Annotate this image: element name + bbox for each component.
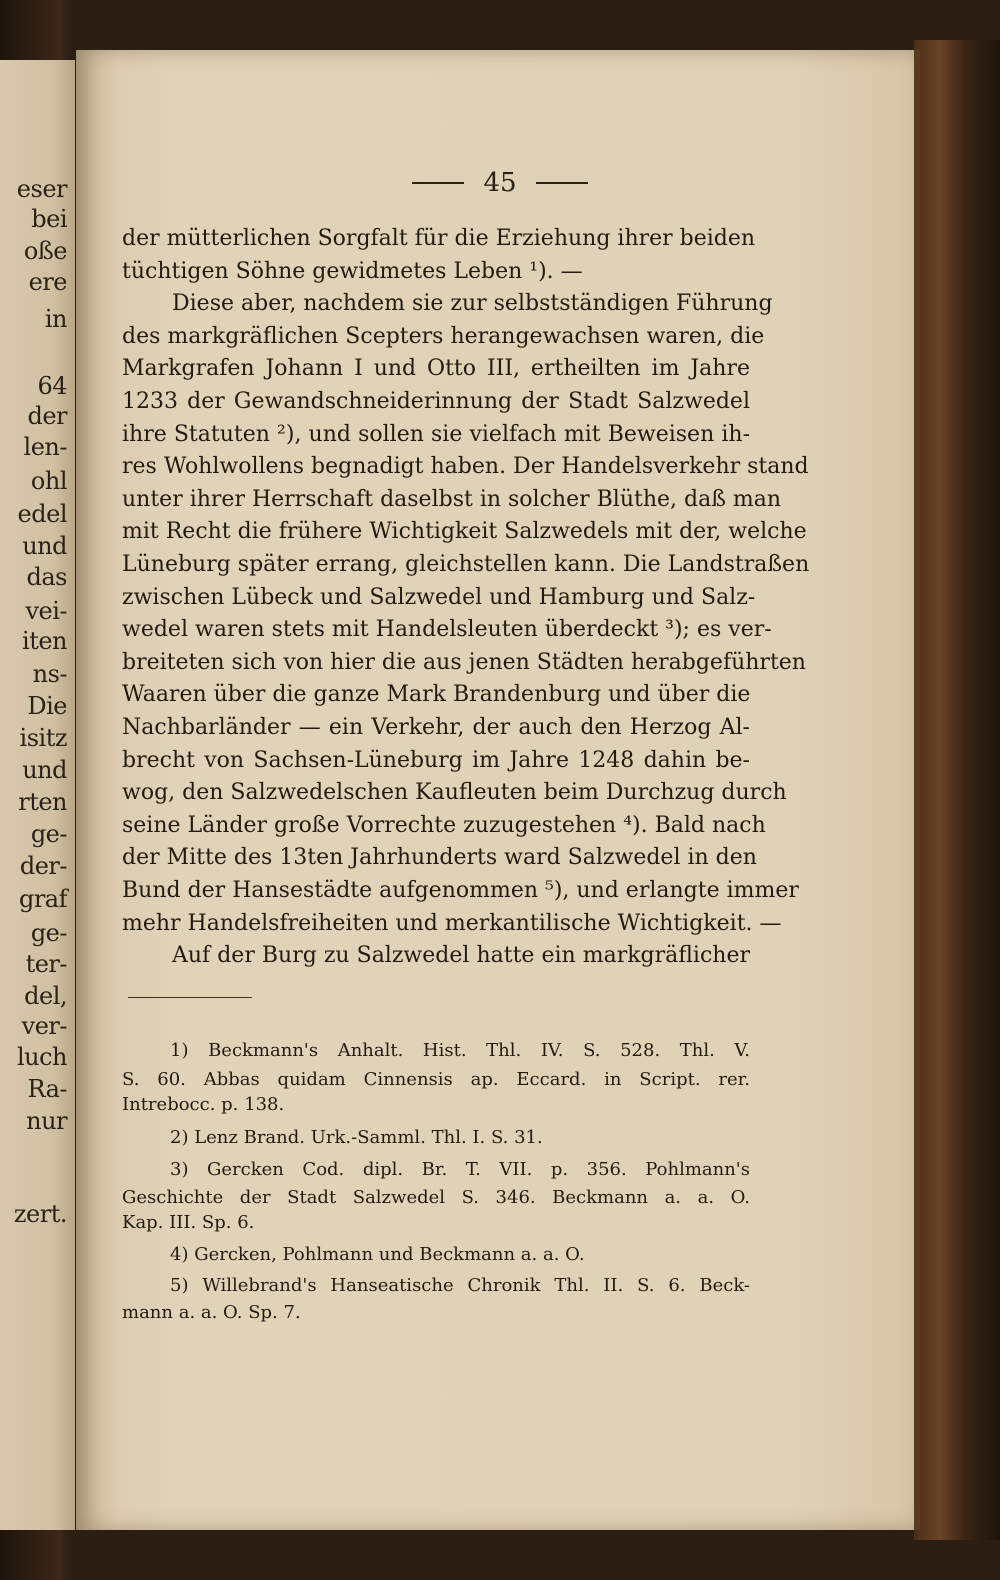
previous-page-text: luch: [16, 1043, 67, 1071]
footnote-separator: [128, 997, 252, 998]
previous-page-text: das: [26, 563, 67, 591]
body-line: wedel waren stets mit Handelsleuten überdeckt ³); es ver-: [122, 617, 772, 643]
previous-page-text: ge-: [30, 820, 67, 848]
previous-page-text: Ra-: [27, 1075, 67, 1103]
previous-page-text: ge-: [30, 919, 67, 947]
body-line: zwischen Lübeck und Salzwedel und Hamburg und Salz-: [122, 584, 756, 610]
previous-page-text: ver-: [21, 1012, 67, 1040]
previous-page-text: nur: [26, 1107, 67, 1135]
body-line: 1233 der Gewandschneiderinnung der Stadt Salzwedel: [122, 389, 750, 414]
body-line: Nachbarländer — ein Verkehr, der auch den Herzog Al-: [122, 715, 750, 740]
page-number: 45: [483, 168, 517, 198]
previous-page-text: der-: [19, 852, 67, 880]
header-rule-right: [536, 182, 588, 184]
body-line: der mütterlichen Sorgfalt für die Erziehung ihrer beiden: [122, 226, 756, 251]
body-line: ihre Statuten ²), und sollen sie vielfach mit Beweisen ih-: [122, 421, 750, 447]
footnote-line: S. 60. Abbas quidam Cinnensis ap. Eccard. in Script. rer.: [122, 1069, 750, 1090]
previous-page-text: isitz: [19, 724, 67, 752]
body-line: Bund der Hansestädte aufgenommen ⁵), und erlangte immer: [122, 878, 799, 903]
footnote-line: Geschichte der Stadt Salzwedel S. 346. Beckmann a. a. O.: [122, 1187, 750, 1208]
footnote-line: Kap. III. Sp. 6.: [122, 1212, 255, 1233]
body-line: Diese aber, nachdem sie zur selbstständigen Führung: [172, 291, 773, 317]
previous-page-text: graf: [18, 885, 67, 913]
header-rule-left: [412, 182, 464, 184]
previous-page-text: und: [22, 756, 67, 784]
footnote-line: mann a. a. O. Sp. 7.: [122, 1302, 301, 1323]
previous-page-text: ere: [28, 268, 67, 296]
body-line: Auf der Burg zu Salzwedel hatte ein markgräflicher: [172, 943, 750, 969]
previous-page-text: bei: [31, 205, 67, 233]
previous-page-text: ohl: [30, 467, 67, 495]
previous-page-text: vei-: [25, 597, 67, 625]
body-line: mehr Handelsfreiheiten und merkantilische Wichtigkeit. —: [122, 910, 782, 936]
body-line: tüchtigen Söhne gewidmetes Leben ¹). —: [122, 258, 583, 284]
previous-page-text: 64: [37, 372, 67, 400]
body-line: unter ihrer Herrschaft daselbst in solcher Blüthe, daß man: [122, 486, 782, 512]
footnote-line: 5) Willebrand's Hanseatische Chronik Thl. II. S. 6. Beck-: [170, 1275, 750, 1296]
body-line: der Mitte des 13ten Jahrhunderts ward Salzwedel in den: [122, 845, 757, 871]
body-line: wog, den Salzwedelschen Kaufleuten beim Durchzug durch: [122, 780, 787, 806]
previous-page-text: rten: [18, 788, 67, 816]
previous-page-text: len-: [23, 433, 67, 461]
body-line: Lüneburg später errang, gleichstellen kann. Die Landstraßen: [122, 552, 810, 577]
previous-page-text: in: [44, 305, 67, 333]
previous-page-fragment: [0, 60, 75, 1530]
footnote-line: Intrebocc. p. 138.: [122, 1094, 285, 1115]
previous-page-text: edel: [17, 500, 67, 528]
previous-page-text: ns-: [32, 660, 67, 688]
body-line: brecht von Sachsen-Lüneburg im Jahre 1248 dahin be-: [122, 747, 750, 773]
previous-page-text: Die: [27, 692, 67, 720]
previous-page-text: ter-: [25, 950, 67, 978]
previous-page-text: del,: [24, 982, 67, 1010]
body-line: des markgräflichen Scepters herangewachsen waren, die: [122, 323, 765, 349]
footnote-line: 2) Lenz Brand. Urk.-Samml. Thl. I. S. 31.: [170, 1127, 543, 1148]
body-line: seine Länder große Vorrechte zuzugestehen ⁴). Bald nach: [122, 812, 766, 838]
previous-page-text: oße: [23, 237, 67, 265]
book-edge: [914, 40, 1000, 1540]
body-line: breiteten sich von hier die aus jenen Städten herabgeführten: [122, 649, 806, 675]
footnote-line: 3) Gercken Cod. dipl. Br. T. VII. p. 356. Pohlmann's: [170, 1159, 750, 1180]
previous-page-text: eser: [16, 175, 67, 203]
body-line: mit Recht die frühere Wichtigkeit Salzwedels mit der, welche: [122, 519, 807, 545]
body-line: Markgrafen Johann I und Otto III, ertheilten im Jahre: [122, 356, 750, 382]
footnote-line: 1) Beckmann's Anhalt. Hist. Thl. IV. S. 528. Thl. V.: [170, 1040, 750, 1061]
page-header: [0, 168, 1000, 202]
previous-page-text: zert.: [13, 1200, 67, 1228]
body-line: res Wohlwollens begnadigt haben. Der Handelsverkehr stand: [122, 454, 809, 480]
previous-page-text: iten: [22, 627, 67, 655]
footnote-line: 4) Gercken, Pohlmann und Beckmann a. a. O.: [170, 1244, 585, 1265]
body-line: Waaren über die ganze Mark Brandenburg und über die: [122, 682, 751, 708]
previous-page-text: und: [22, 532, 67, 560]
previous-page-text: der: [27, 402, 67, 430]
